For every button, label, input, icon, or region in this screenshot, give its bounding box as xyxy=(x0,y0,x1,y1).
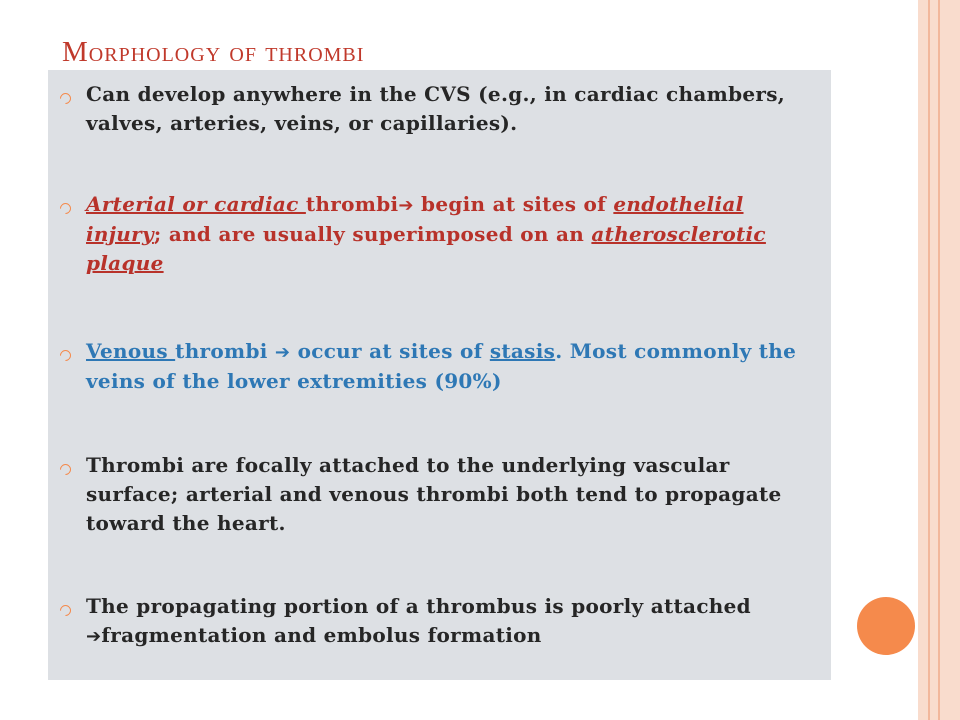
bullet-text: . Most commonly the veins of the lower extremities (90%) xyxy=(86,339,797,393)
border-line xyxy=(928,0,930,720)
venous-term: Venous xyxy=(86,339,176,363)
arrow-icon: ➔ xyxy=(398,195,414,216)
decorative-circle xyxy=(857,597,915,655)
thrombi-word: thrombi xyxy=(305,192,399,216)
arterial-cardiac-term: Arterial or cardiac xyxy=(86,192,306,216)
stasis-term: stasis xyxy=(489,339,556,363)
bullet-item-3 xyxy=(86,337,816,396)
bullet-text: fragmentation and embolus formation xyxy=(101,623,542,647)
arrow-icon: ➔ xyxy=(274,342,291,363)
arrow-icon: ➔ xyxy=(86,626,102,647)
bullet-text: Can develop anywhere in the CVS (e.g., in cardiac chambers, valves, arteries, veins, or capillaries). xyxy=(86,82,786,135)
bullet-text: occur at sites of xyxy=(290,339,490,363)
bullet-item-4 xyxy=(86,451,816,538)
right-decorative-border xyxy=(918,0,960,720)
content-panel xyxy=(48,70,831,680)
slide-title: Morphology of thrombi xyxy=(62,36,365,68)
bullet-marker-icon xyxy=(58,201,74,217)
bullet-item-2 xyxy=(86,190,816,278)
bullet-text: begin at sites of xyxy=(413,192,614,216)
bullet-text: Thrombi are focally attached to the underlying vascular surface; arterial and venous thrombi both tend to propagate toward the heart. xyxy=(86,453,782,535)
endothelial-injury-term: endothelial injury xyxy=(86,192,744,246)
bullet-item-5 xyxy=(86,592,816,651)
border-line xyxy=(938,0,940,720)
bullet-marker-icon xyxy=(58,91,74,107)
bullet-marker-icon xyxy=(58,462,74,478)
bullet-marker-icon xyxy=(58,348,74,364)
bullet-marker-icon xyxy=(58,603,74,619)
bullet-text: ; and are usually superimposed on an xyxy=(153,222,592,246)
atherosclerotic-plaque-term: atherosclerotic plaque xyxy=(86,222,766,275)
thrombi-word: thrombi xyxy=(175,339,275,363)
bullet-item-1 xyxy=(86,80,816,138)
bullet-text: The propagating portion of a thrombus is poorly attached xyxy=(86,594,751,618)
